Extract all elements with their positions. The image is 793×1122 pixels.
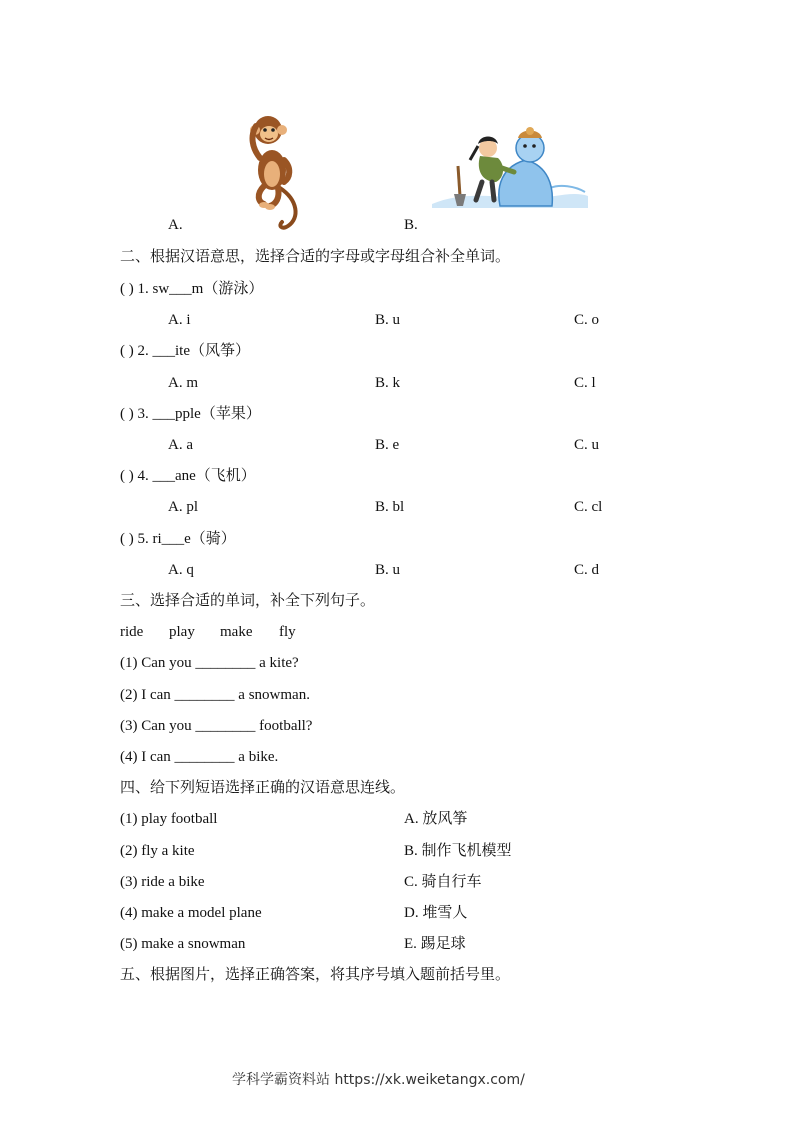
question-stem: ( ) 5. ri___e（骑） (120, 531, 236, 547)
word-bank-item: play (169, 624, 195, 640)
option-a: A. i (168, 312, 191, 328)
option-b: B. k (375, 375, 401, 391)
question-stem: ( ) 1. sw___m（游泳） (120, 281, 264, 297)
phrase-left: (1) play football (120, 811, 218, 827)
option-a: A. a (168, 437, 193, 453)
option-a: A. pl (168, 499, 198, 515)
picture-a-label: A. (168, 217, 183, 233)
option-b: B. u (375, 312, 401, 328)
picture-b-label: B. (404, 217, 418, 233)
word-bank-item: ride (120, 624, 144, 640)
section-5-heading: 五、根据图片，选择正确答案，将其序号填入题前括号里。 (120, 967, 511, 983)
option-c: C. o (574, 312, 600, 328)
option-c: C. u (574, 437, 600, 453)
word-bank-item: make (220, 624, 253, 640)
option-b: B. e (375, 437, 400, 453)
phrase-left: (3) ride a bike (120, 874, 205, 890)
girl-making-snowman-picture (430, 126, 590, 210)
meaning-right: A. 放风筝 (404, 811, 468, 827)
option-c: C. l (574, 375, 596, 391)
option-b: B. bl (375, 499, 405, 515)
option-c: C. cl (574, 499, 603, 515)
footer-watermark: 学科学霸资料站 https://xk.weiketangx.com/ (232, 1072, 525, 1088)
meaning-right: D. 堆雪人 (404, 905, 468, 921)
meaning-right: C. 骑自行车 (404, 874, 482, 890)
option-a: A. q (168, 562, 194, 578)
phrase-left: (2) fly a kite (120, 843, 195, 859)
section-4-heading: 四、给下列短语选择正确的汉语意思连线。 (120, 780, 406, 796)
meaning-right: B. 制作飞机模型 (404, 843, 512, 859)
word-bank-item: fly (279, 624, 296, 640)
question-stem: ( ) 3. ___pple（苹果） (120, 406, 261, 422)
phrase-left: (4) make a model plane (120, 905, 262, 921)
option-a: A. m (168, 375, 198, 391)
section-3-heading: 三、选择合适的单词，补全下列句子。 (120, 593, 376, 609)
section-2-heading: 二、根据汉语意思，选择合适的字母或字母组合补全单词。 (120, 249, 511, 265)
fill-sentence: (4) I can ________ a bike. (120, 749, 279, 765)
fill-sentence: (3) Can you ________ football? (120, 718, 313, 734)
question-stem: ( ) 2. ___ite（风筝） (120, 343, 250, 359)
option-c: C. d (574, 562, 600, 578)
question-stem: ( ) 4. ___ane（飞机） (120, 468, 256, 484)
fill-sentence: (1) Can you ________ a kite? (120, 655, 299, 671)
phrase-left: (5) make a snowman (120, 936, 246, 952)
monkey-picture (240, 108, 310, 232)
meaning-right: E. 踢足球 (404, 936, 466, 952)
option-b: B. u (375, 562, 401, 578)
fill-sentence: (2) I can ________ a snowman. (120, 687, 310, 703)
